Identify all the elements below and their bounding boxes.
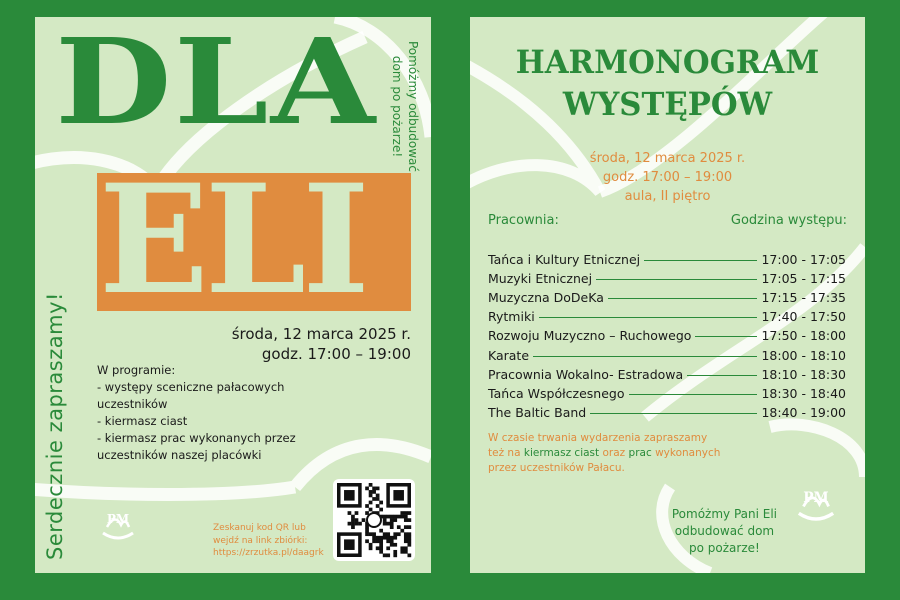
help-appeal xyxy=(672,506,777,557)
help-line: po pożarze! xyxy=(689,541,760,555)
schedule-row xyxy=(488,384,846,403)
program-line: - kiermasz prac wykonanych przez xyxy=(97,431,296,445)
schedule-row xyxy=(488,307,846,326)
workshop-name: Pracownia Wokalno- Estradowa xyxy=(488,366,684,382)
performance-time: 18:40 - 19:00 xyxy=(761,404,846,420)
leader-line xyxy=(596,279,757,280)
workshop-name: Tańca i Kultury Etnicznej xyxy=(488,252,641,268)
event-hours: godz. 17:00 – 19:00 xyxy=(261,345,411,363)
note-text: wykonanych xyxy=(651,447,721,459)
leader-line xyxy=(533,356,757,357)
qr-code[interactable] xyxy=(333,479,415,561)
schedule-row xyxy=(488,288,846,307)
poster-left xyxy=(35,17,431,573)
leader-line xyxy=(695,336,757,337)
event-date: środa, 12 marca 2025 r. xyxy=(231,325,411,343)
palace-logo-icon xyxy=(792,479,840,527)
logo-text: PM xyxy=(106,512,130,526)
leader-line xyxy=(539,317,758,318)
leader-line xyxy=(590,413,757,414)
performance-time: 17:05 - 17:15 xyxy=(761,271,846,287)
note-text: też na xyxy=(488,447,524,459)
schedule-row xyxy=(488,326,846,345)
event-place: aula, II piętro xyxy=(624,189,711,204)
event-info xyxy=(470,149,865,206)
schedule-row xyxy=(488,403,846,422)
qr-note-line: Zeskanuj kod QR lub xyxy=(213,523,306,533)
performance-time: 18:30 - 18:40 xyxy=(761,385,846,401)
workshop-name: The Baltic Band xyxy=(488,404,587,420)
vertical-help-line-2: dom po pożarze! xyxy=(390,55,404,158)
fair-note-line: przez uczestników Pałacu. xyxy=(488,462,625,474)
vertical-invitation: Serdecznie zapraszamy! xyxy=(43,292,67,560)
program-line: W programie: xyxy=(97,363,176,377)
schedule-title-1: HARMONOGRAM xyxy=(515,43,820,81)
schedule-table xyxy=(488,250,846,422)
poster-right xyxy=(470,17,865,573)
qr-note-link[interactable]: https://zrzutka.pl/daagrk xyxy=(213,548,324,558)
schedule-row xyxy=(488,365,846,384)
title-eli: ELI xyxy=(99,152,366,328)
column-header-time: Godzina występu: xyxy=(730,213,847,228)
program-line: uczestników naszej placówki xyxy=(97,448,262,462)
fair-note xyxy=(488,431,720,476)
help-line: odbudować dom xyxy=(674,524,775,538)
performance-time: 17:50 - 18:00 xyxy=(761,328,846,344)
schedule-row xyxy=(488,250,846,269)
column-header-workshop: Pracownia: xyxy=(488,213,559,228)
performance-time: 18:10 - 18:30 xyxy=(761,366,846,382)
schedule-row xyxy=(488,269,846,288)
note-highlight: kiermasz ciast xyxy=(523,447,600,459)
leader-line xyxy=(608,298,758,299)
workshop-name: Karate xyxy=(488,347,530,363)
logo-text: PM xyxy=(803,489,829,506)
event-date: środa, 12 marca 2025 r. xyxy=(589,151,746,166)
title-dla: DLA xyxy=(55,17,378,151)
performance-time: 18:00 - 18:10 xyxy=(761,347,846,363)
event-hours: godz. 17:00 – 19:00 xyxy=(602,170,733,185)
performance-time: 17:40 - 17:50 xyxy=(761,309,846,325)
qr-code-icon xyxy=(333,479,415,561)
schedule-row xyxy=(488,345,846,364)
workshop-name: Muzyczna DoDeKa xyxy=(488,290,604,306)
vertical-help-line-1: Pomóżmy odbudować xyxy=(406,41,420,172)
workshop-name: Muzyki Etnicznej xyxy=(488,271,593,287)
vertical-help-text xyxy=(389,41,421,172)
event-date-block xyxy=(232,324,411,364)
program-line: - występy sceniczne pałacowych xyxy=(97,380,285,394)
help-line: Pomóżmy Pani Eli xyxy=(671,507,777,521)
program-line: - kiermasz ciast xyxy=(97,414,188,428)
qr-note-line: wejdź na link zbiórki: xyxy=(213,535,308,546)
fair-note-line xyxy=(488,446,720,461)
leader-line xyxy=(687,375,757,376)
note-text: oraz xyxy=(599,447,629,459)
qr-note xyxy=(213,522,324,560)
performance-time: 17:00 - 17:05 xyxy=(761,252,846,268)
workshop-name: Rozwoju Muzyczno – Ruchowego xyxy=(488,328,692,344)
performance-time: 17:15 - 17:35 xyxy=(761,290,846,306)
leader-line xyxy=(629,394,758,395)
schedule-title-2: WYSTĘPÓW xyxy=(562,85,773,123)
leader-line xyxy=(644,260,757,261)
program-list xyxy=(97,362,296,464)
workshop-name: Tańca Współczesnego xyxy=(488,385,625,401)
workshop-name: Rytmiki xyxy=(488,309,535,325)
fair-note-line: W czasie trwania wydarzenia zapraszamy xyxy=(488,432,708,444)
note-highlight: prac xyxy=(628,447,652,459)
palace-logo-icon xyxy=(97,503,139,545)
program-line: uczestników xyxy=(97,397,168,411)
